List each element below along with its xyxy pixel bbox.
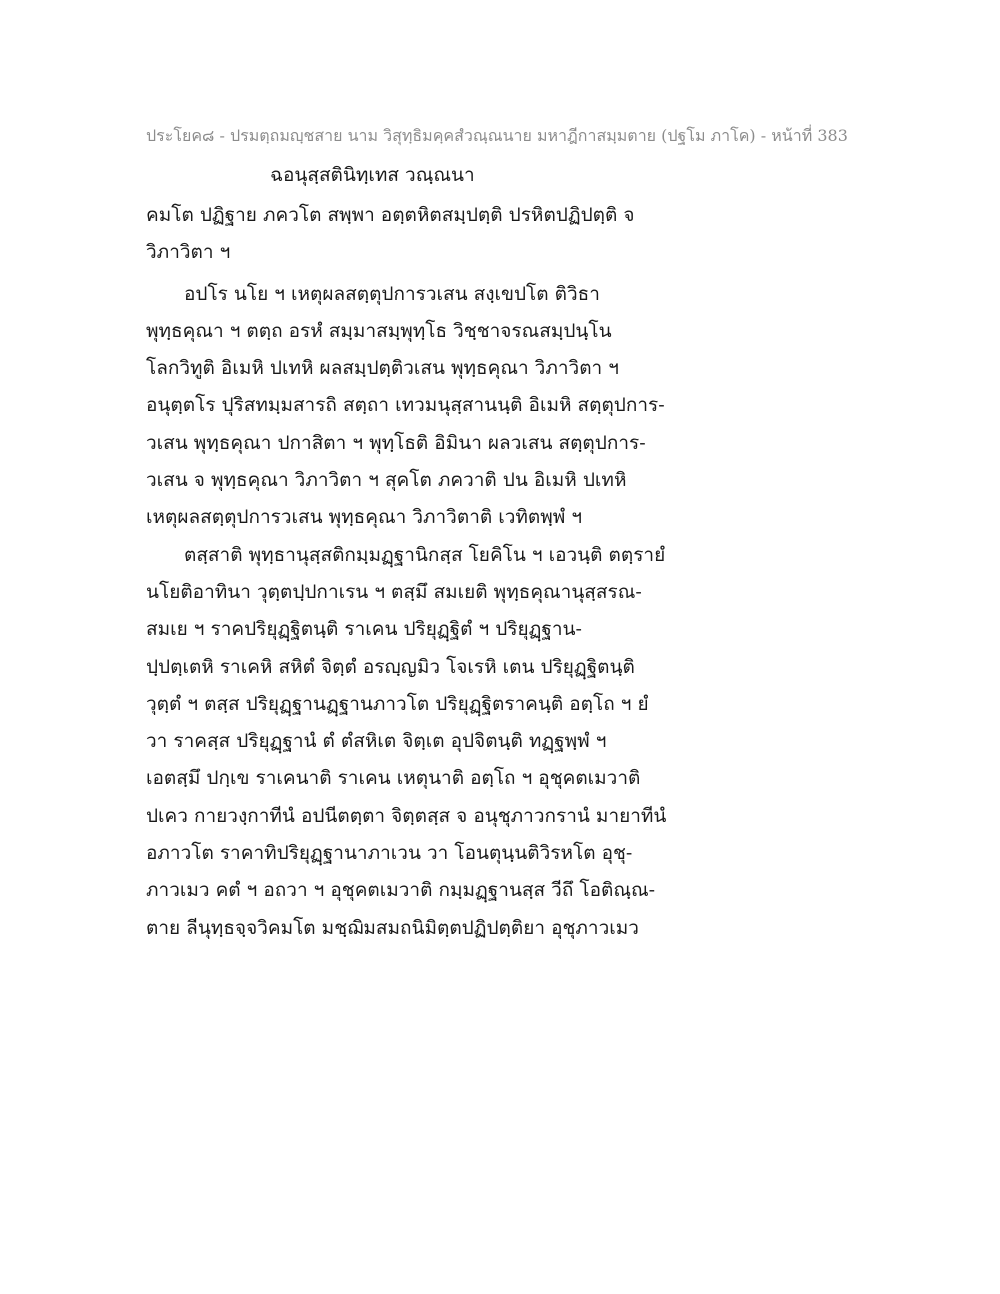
text-line: วา ราคสฺส ปริยุฏฺฐานํ ตํ ตํสหิเต จิตฺเต อุปจิตนฺติ ทฏฺฐพฺพํ ฯ	[146, 730, 607, 753]
text-line: คมโต ปฏิฐาย ภควโต สพฺพา อตฺตหิตสมฺปตฺติ ปรหิตปฏิปตฺติ จ	[146, 204, 635, 226]
text-line: ปฺปตฺเตหิ ราเคหิ สหิตํ จิตฺตํ อรญฺญมิว โจเรหิ เตน ปริยุฏฺฐิตนฺติ	[146, 655, 635, 678]
text-line: พุทฺธคุณา ฯ ตตฺถ อรหํ สมฺมาสมฺพุทฺโธ วิชฺชาจรณสมฺปนฺโน	[146, 319, 612, 342]
text-line: วิภาวิตา ฯ	[146, 241, 231, 264]
paragraph-start-line: อปโร นโย ฯ เหตุผลสตฺตุปการวเสน สงฺเขปโต ติวิธา	[184, 282, 600, 305]
text-line: นโยติอาทินา วุตฺตปฺปกาเรน ฯ ตสฺมึ สมเยติ พุทฺธคุณานุสฺสรณ-	[146, 580, 642, 603]
body-text	[146, 197, 866, 947]
section-title: ฉอนุสฺสตินิทฺเทส วณฺณนา	[270, 164, 475, 186]
text-line: ปเคว กายวงฺกาทีนํ อปนีตตฺตา จิตฺตสฺส จ อนุชุภาวกรานํ มายาทีนํ	[146, 804, 667, 827]
text-line: อภาวโต ราคาทิปริยุฏฺฐานาภาเวน วา โอนตุนฺนติวิรหโต อุชุ-	[146, 842, 633, 865]
text-line: อนุตฺตโร ปุริสทมฺมสารถิ สตฺถา เทวมนุสฺสานนฺติ อิเมหิ สตฺตุปการ-	[146, 394, 665, 417]
text-line: วเสน พุทฺธคุณา ปกาสิตา ฯ พุทฺโธติ อิมินา ผลวเสน สตฺตุปการ-	[146, 431, 646, 454]
text-line: วเสน จ พุทฺธคุณา วิภาวิตา ฯ สุคโต ภควาติ ปน อิเมหิ ปเทหิ	[146, 469, 627, 492]
text-line: ภาวเมว คตํ ฯ อถวา ฯ อุชุคตเมวาติ กมฺมฏฺฐานสฺส วีถึ โอติณฺณ-	[146, 879, 656, 902]
running-header: ประโยค๘ - ปรมตฺถมญฺชสาย นาม วิสุทฺธิมคฺคสํวณฺณนาย มหาฎีกาสมฺมตาย (ปฐโม ภาโค) - หน้าที่ 383	[146, 126, 848, 145]
text-line: สมเย ฯ ราคปริยุฏฺฐิตนฺติ ราเคน ปริยุฏฺฐิตํ ฯ ปริยุฏฺฐาน-	[146, 618, 582, 641]
text-line: เอตสฺมึ ปกฺเข ราเคนาติ ราเคน เหตุนาติ อตฺโถ ฯ อุชุคตเมวาติ	[146, 767, 641, 790]
text-line: วุตฺตํ ฯ ตสฺส ปริยุฏฺฐานฏฺฐานภาวโต ปริยุฏฺฐิตราคนฺติ อตฺโถ ฯ ยํ	[146, 692, 649, 715]
paragraph-start-line: ตสฺสาติ พุทฺธานุสฺสติกมฺมฏฺฐานิกสฺส โยคิโน ฯ เอวนฺติ ตตฺรายํ	[184, 543, 666, 566]
text-line: ตาย ลีนุทฺธจฺจวิคมโต มชฺฌิมสมถนิมิตฺตปฏิปตฺติยา อุชุภาวเมว	[146, 916, 639, 939]
text-line: โลกวิทูติ อิเมหิ ปเทหิ ผลสมฺปตฺติวเสน พุทฺธคุณา วิภาวิตา ฯ	[146, 357, 619, 380]
text-line: เหตุผลสตฺตุปการวเสน พุทฺธคุณา วิภาวิตาติ เวทิตพฺพํ ฯ	[146, 506, 583, 529]
